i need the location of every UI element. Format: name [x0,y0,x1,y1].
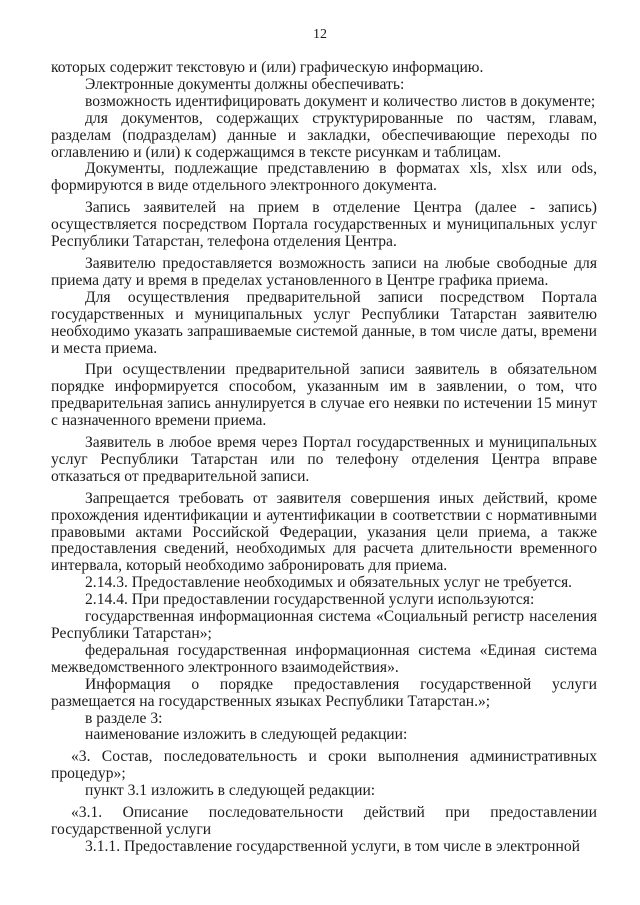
paragraph: Электронные документы должны обеспечивать: [85,75,405,93]
paragraph: 2.14.3. Предоставление необходимых и обязательных услуг не требуется. [85,574,573,592]
paragraph: «3.1. Описание последовательности действий при предоставлении государственной услуги [51,804,597,838]
paragraph: возможность идентифицировать документ и количество листов в документе; [85,92,596,110]
paragraph: Информация о порядке предоставления государственной услуги размещается на государственных языках Республики Татарстан.»; [51,675,597,710]
paragraph: Запись заявителей на прием в отделение Центра (далее - запись) осуществляется посредством Портала государственных и муниципальных услуг Республики Татарстан, телефона отделения Центра. [51,199,597,251]
paragraph: «3. Состав, последовательность и сроки выполнения административных процедур»; [51,748,597,783]
paragraph: Для осуществления предварительной записи посредством Портала государственных и муниципальных услуг Республики Татарстан заявителю необходимо указать запрашиваемые системой данные, в том числе даты, времени и места приема. [51,288,597,357]
paragraph: Заявитель в любое время через Портал государственных и муниципальных услуг Республики Татарстан или по телефону отделения Центра вправе отказаться от предварительной записи. [51,434,597,485]
paragraph: наименование изложить в следующей редакции: [85,726,408,744]
page-number: 12 [313,27,327,42]
paragraph: 3.1.1. Предоставление государственной услуги, в том числе в электронной [85,837,580,855]
paragraph: федеральная государственная информационная система «Единая система межведомственного электронного взаимодействия». [51,641,597,676]
paragraph: Заявителю предоставляется возможность записи на любые свободные для приема дату и время в пределах установленного в Центре графика приема. [51,254,597,289]
paragraph: в разделе 3: [85,709,163,727]
paragraph: Запрещается требовать от заявителя совершения иных действий, кроме прохождения идентификации и аутентификации в соответствии с нормативными правовыми актами Российской Федерации, указания цели приема, а также предоставления сведений, необходимых для расчета длительности временного интервала, который необходимо забронировать для приема. [51,489,597,575]
paragraph: государственная информационная система «Социальный регистр населения Республики Татарстан»; [51,608,597,642]
paragraph: Документы, подлежащие представлению в форматах xls, xlsx или ods, формируются в виде отдельного электронного документа. [51,160,597,195]
document-body [51,60,597,856]
paragraph: для документов, содержащих структурированные по частям, главам, разделам (подразделам) данные и закладки, обеспечивающие переходы по оглавлению и (или) к содержащимся в тексте рисункам и таблицам. [51,109,597,161]
paragraph: При осуществлении предварительной записи заявитель в обязательном порядке информируется способом, указанным им в заявлении, о том, что предварительная запись аннулируется в случае его неявки по истечении 15 минут с назначенного времени приема. [51,361,597,430]
paragraph: 2.14.4. При предоставлении государственной услуги используются: [85,591,535,609]
paragraph-continuation: которых содержит текстовую и (или) графическую информацию. [51,59,484,76]
paragraph: пункт 3.1 изложить в следующей редакции: [85,782,376,800]
